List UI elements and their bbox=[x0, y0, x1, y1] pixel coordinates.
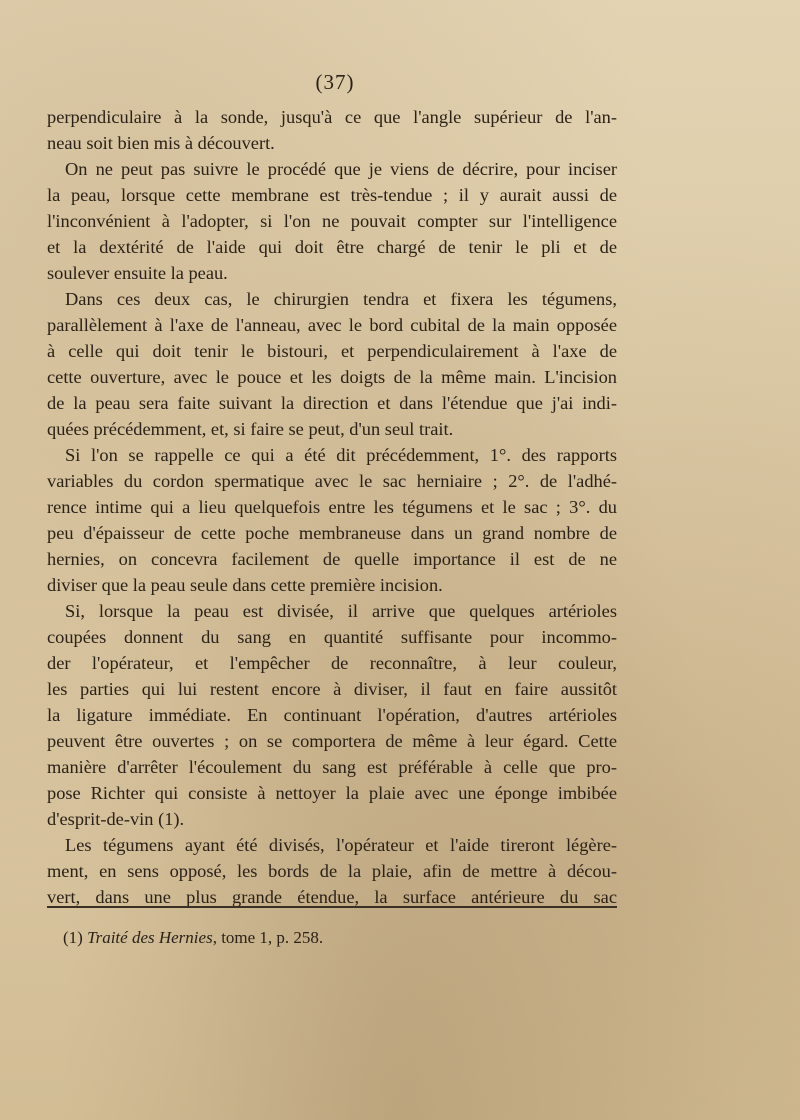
text-line: neau soit bien mis à découvert. bbox=[47, 133, 275, 153]
footnote-title: Traité des Hernies bbox=[87, 928, 213, 947]
text-line: pose Richter qui consiste à nettoyer la plaie avec une éponge imbibée bbox=[47, 783, 617, 803]
text-line: coupées donnent du sang en quantité suffisante pour incommo- bbox=[47, 627, 617, 647]
footnote-divider bbox=[47, 906, 617, 908]
text-line: à celle qui doit tenir le bistouri, et perpendiculairement à l'axe de bbox=[47, 341, 617, 361]
text-line: hernies, on concevra facilement de quelle importance il est de ne bbox=[47, 549, 617, 569]
text-line: perpendiculaire à la sonde, jusqu'à ce que l'angle supérieur de l'an- bbox=[47, 107, 617, 127]
text-line: diviser que la peau seule dans cette première incision. bbox=[47, 575, 443, 595]
text-line: peuvent être ouvertes ; on se comportera de même à leur égard. Cette bbox=[47, 731, 617, 751]
text-line: de la peau sera faite suivant la direction et dans l'étendue que j'ai indi- bbox=[47, 393, 617, 413]
body-text bbox=[47, 104, 617, 910]
footnote-reference: , tome 1, p. 258. bbox=[212, 928, 324, 947]
footnote-marker: (1) bbox=[63, 928, 83, 947]
text-line: parallèlement à l'axe de l'anneau, avec le bord cubital de la main opposée bbox=[47, 315, 617, 335]
text-line: rence intime qui a lieu quelquefois entre les tégumens et le sac ; 3°. du bbox=[47, 497, 617, 517]
text-line: On ne peut pas suivre le procédé que je viens de décrire, pour inciser bbox=[65, 159, 617, 179]
text-line: cette ouverture, avec le pouce et les doigts de la même main. L'incision bbox=[47, 367, 617, 387]
text-line: Dans ces deux cas, le chirurgien tendra et fixera les tégumens, bbox=[65, 289, 617, 309]
text-line: peu d'épaisseur de cette poche membraneuse dans un grand nombre de bbox=[47, 523, 617, 543]
text-line: Les tégumens ayant été divisés, l'opérateur et l'aide tireront légère- bbox=[65, 835, 617, 855]
text-line: et la dextérité de l'aide qui doit être chargé de tenir le pli et de bbox=[47, 237, 617, 257]
text-line: variables du cordon spermatique avec le sac herniaire ; 2°. de l'adhé- bbox=[47, 471, 617, 491]
text-line: Si, lorsque la peau est divisée, il arrive que quelques artérioles bbox=[65, 601, 617, 621]
text-line: quées précédemment, et, si faire se peut, d'un seul trait. bbox=[47, 419, 454, 439]
text-line: Si l'on se rappelle ce qui a été dit précédemment, 1°. des rapports bbox=[65, 445, 617, 465]
text-line: les parties qui lui restent encore à diviser, il faut en faire aussitôt bbox=[47, 679, 617, 699]
text-line: ment, en sens opposé, les bords de la plaie, afin de mettre à décou- bbox=[47, 861, 617, 881]
text-line: la peau, lorsque cette membrane est très-tendue ; il y aurait aussi de bbox=[47, 185, 617, 205]
page-number: (37) bbox=[315, 70, 355, 94]
text-line: manière d'arrêter l'écoulement du sang est préférable à celle que pro- bbox=[47, 757, 617, 777]
text-line: vert, dans une plus grande étendue, la surface antérieure du sac bbox=[47, 887, 617, 907]
text-line: der l'opérateur, et l'empêcher de reconnaître, à leur couleur, bbox=[47, 653, 617, 673]
text-line: l'inconvénient à l'adopter, si l'on ne pouvait compter sur l'intelligence bbox=[47, 211, 617, 231]
footnote bbox=[63, 928, 323, 948]
text-line: la ligature immédiate. En continuant l'opération, d'autres artérioles bbox=[47, 705, 617, 725]
text-line: d'esprit-de-vin (1). bbox=[47, 809, 185, 829]
text-line: soulever ensuite la peau. bbox=[47, 263, 228, 283]
